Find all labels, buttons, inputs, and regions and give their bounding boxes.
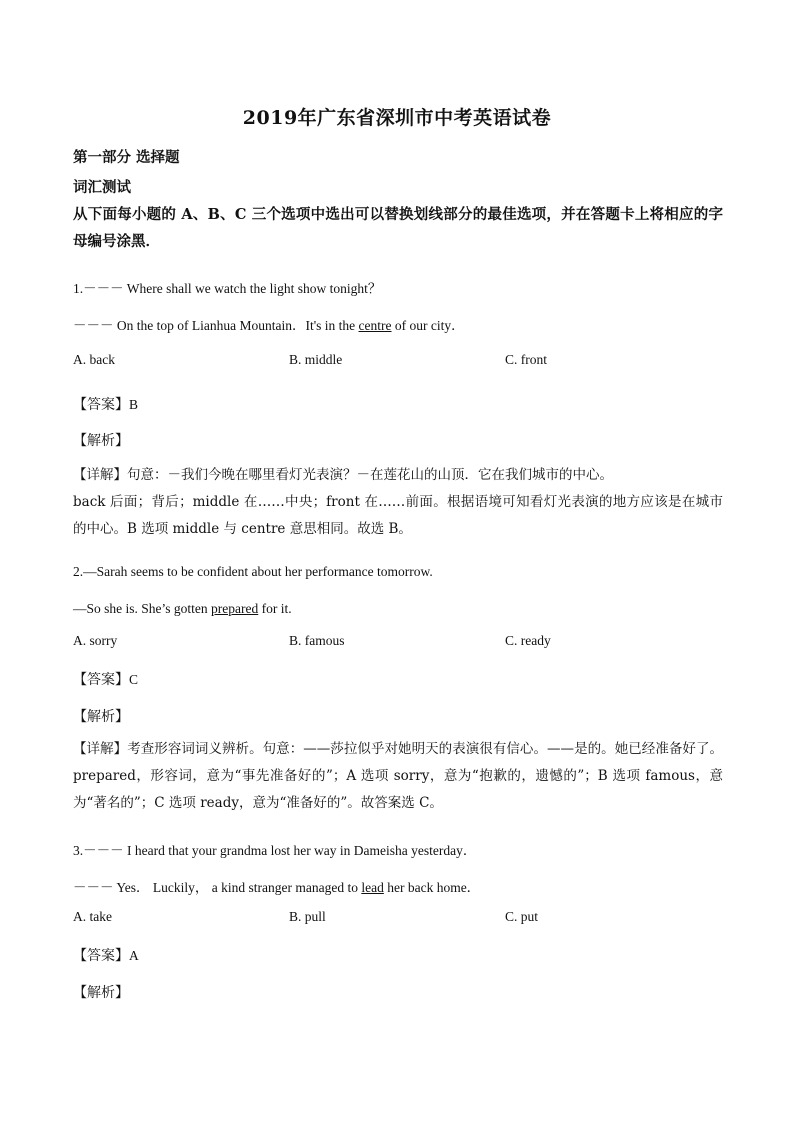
q3-underlined-word: lead [361,880,384,895]
q1-line1: 1.－－－ Where shall we watch the light show tonight？ [73,281,382,296]
q1-detail-1: 【详解】句意：－我们今晚在哪里看灯光表演？－在莲花山的山顶．它在我们城市的中心。 [73,467,613,483]
q1-underlined-word: centre [358,318,392,333]
q3-option-c: C. put [505,909,539,924]
q2-option-b: B. famous [289,633,345,648]
q2-option-a: A. sorry [73,633,118,648]
q1-option-b: B. middle [289,352,343,367]
q1-detail-2: back 后面；背后；middle 在……中央；front 在……前面。根据语境可知看灯光表演的地方应该是在城市的中心。B 选项 middle 与 centre 意思相同。故选 B。 [73,494,723,537]
page-title: 2019年广东省深圳市中考英语试卷 [242,107,552,129]
q2-underlined-word: prepared [211,601,259,616]
part-heading: 第一部分 选择题 [73,149,180,166]
q2-detail: 【详解】考查形容词词义辨析。句意：——莎拉似乎对她明天的表演很有信心。——是的。她已经准备好了。prepared，形容词，意为“事先准备好的”；A 选项 sorry，意为“抱歉的，遗憾的”；B 选项 famous，意为“著名的”；C 选项 ready，意为“准备好的”。故答案选 C。 [73,741,724,811]
q3-option-b: B. pull [289,909,326,924]
q1-answer: 【答案】B [73,397,139,413]
q2-line1: 2.—Sarah seems to be confident about her performance tomorrow. [73,564,433,579]
q3-answer: 【答案】A [73,948,139,964]
q1-analysis-label: 【解析】 [73,433,129,449]
q3-analysis-label: 【解析】 [73,985,129,1001]
section-heading: 词汇测试 [73,179,131,196]
q2-answer: 【答案】C [73,672,139,688]
instruction-text: 从下面每小题的 A、B、C 三个选项中选出可以替换划线部分的最佳选项，并在答题卡上将相应的字母编号涂黑． [73,206,723,250]
q1-option-c: C. front [505,352,547,367]
q1-line2: －－－ On the top of Lianhua Mountain．It's in the centre of our city． [73,318,465,333]
q3-line1: 3.－－－ I heard that your grandma lost her way in Dameisha yesterday． [73,843,477,858]
q3-line2: －－－ Yes． Luckily， a kind stranger managed to lead her back home． [73,880,481,895]
q2-option-c: C. ready [505,633,551,648]
q2-line2: —So she is. She’s gotten prepared for it. [73,601,292,616]
q3-option-a: A. take [73,909,112,924]
q2-analysis-label: 【解析】 [73,709,129,725]
q1-option-a: A. back [73,352,115,367]
